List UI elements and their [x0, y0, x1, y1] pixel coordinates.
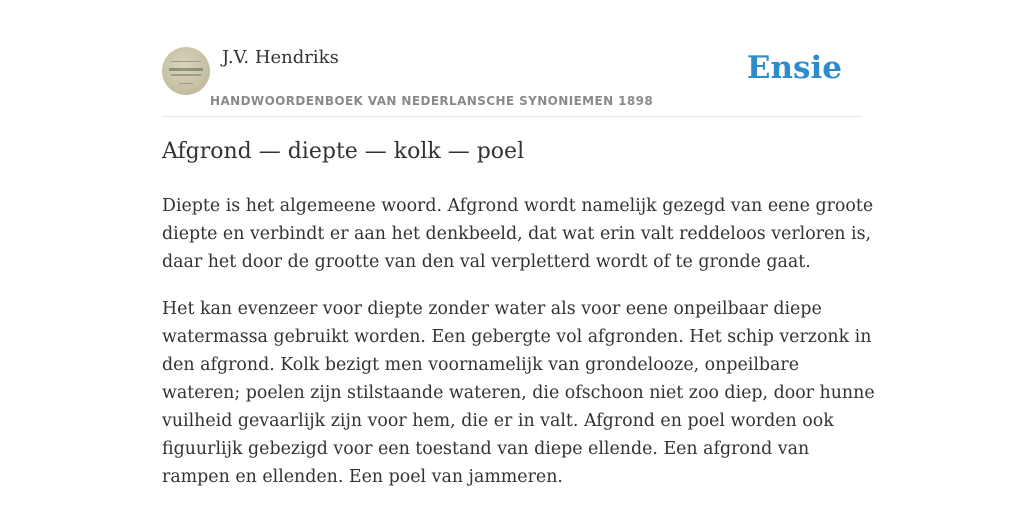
entry-body	[162, 192, 882, 510]
entry-paragraph: Diepte is het algemeene woord. Afgrond wordt namelijk gezegd van eene groote diepte en verbindt er aan het denkbeeld, dat wat erin valt reddeloos verloren is, daar het door de grootte van den val verpletterd wordt of te gronde gaat.	[162, 196, 874, 272]
cover-line	[171, 61, 201, 62]
entry-title: Afgrond — diepte — kolk — poel	[162, 139, 525, 164]
cover-line	[179, 83, 193, 84]
cover-line	[169, 68, 203, 71]
author-name[interactable]: J.V. Hendriks	[222, 47, 339, 68]
brand-logo[interactable]: Ensie	[746, 50, 842, 86]
source-title[interactable]: HANDWOORDENBOEK VAN NEDERLANSCHE SYNONIEMEN 1898	[210, 94, 654, 108]
cover-line	[171, 74, 201, 76]
book-cover-avatar[interactable]	[162, 47, 210, 95]
header	[162, 44, 862, 117]
entry-paragraph: Het kan evenzeer voor diepte zonder water als voor eene onpeilbaar diepe watermassa gebruikt worden. Een gebergte vol afgronden. Het schip verzonk in den afgrond. Kolk bezigt men voornamelijk van grondelooze, onpeilbare wateren; poelen zijn stilstaande wateren, die ofschoon niet zoo diep, door hunne vuilheid gevaarlijk zijn voor hem, die er in valt. Afgrond en poel worden ook figuurlijk gebezigd voor een toestand van diepe ellende. Een afgrond van rampen en ellenden. Een poel van jammeren.	[162, 299, 875, 487]
